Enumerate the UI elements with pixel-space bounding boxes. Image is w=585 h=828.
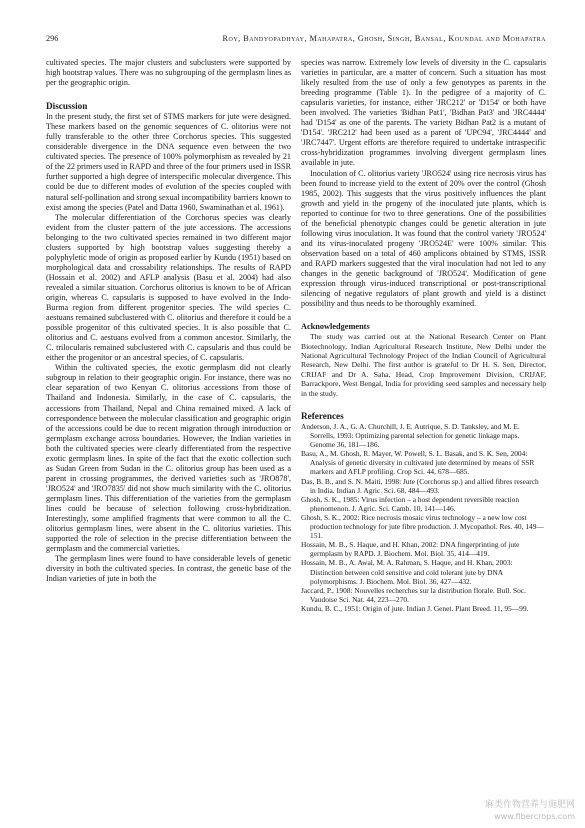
reference-item: Ghosh, S. K., 2002: Rice necrosis mosaic virus technology – a new low cost production technology for jute fibre production. J. Mycopathol. Res. 40, 149—151. [301,512,544,541]
reference-item: Jaccard, P., 1908: Nouvelles recherches sur la distribution florale. Bull. Soc. Vaudoise Sci. Nat. 44, 223—270. [301,585,526,604]
acknowledgements-heading: Acknowledgements [301,322,370,332]
reference-item: Ghosh, S. K., 1985: Virus infection – a host dependent reversible reaction phenomenon. J. Agric. Sci. Camb. 10, 141—146. [301,494,520,513]
discussion-paragraph: In the present study, the first set of STMS markers for jute were designed. These markers based on the genomic sequences of C. olitorius were not fully transferable to the other three Corchorus species. This suggested considerable divergence in the DNA sequence even between the two cultivated species. The presence of 100% polymorphism as revealed by 21 of the 22 primers used in RAPD and three of the four primers used in ISSR further supported a high degree of interspecific molecular divergence. This could be due to different modes of evolution of the species coupled with natural self-pollination and strong sexual incompatibility barriers known to exist among the species (Patel and Datta 1960, Swaminathan et al. 1961). [46,112,291,212]
reference-item: Hossain, M. B., S. Haque, and H. Khan, 2002: DNA fingerprinting of jute germplasm by RAPD. J. Biochem. Mol. Biol. 35, 414—419. [301,540,520,559]
running-head-authors: Roy, Bandyopadhyay, Mahapatra, Ghosh, Singh, Bansal, Koundal and Mohapatra [222,34,546,43]
discussion-paragraph: species was narrow. Extremely low levels of diversity in the C. capsularis varieties in particular, are a matter of concern. Such a situation has most likely resulted from the use of only a few genotypes as parents in the breeding programme (Table 1). In the pedigree of a majority of C. capsularis varieties, for instance, either 'JRC212' or 'D154' or both have been involved. The varieties 'Bidhan Pat1', 'Bidhan Pat3' and 'JRC4444' had 'D154' as one of the parents. The variety Bidhan Pat2 is a mutant of 'D154'. 'JRC212' had been used as a parent of 'UPC94', 'JRC4444' and 'JRC7447'. Urgent efforts are therefore required to undertake intraspecific cross-hybridization programmes involving divergent germplasm lines available in jute. [301,58,546,168]
running-head [46,33,546,45]
discussion-paragraph: Within the cultivated species, the exotic germplasm did not clearly subgroup in relation to their geographic origin. For instance, there was no clear separation of two Kenyan C. olitorius accessions from those of Thailand and Indonesia. Similarly, in the case of C. capsularis, the accessions from Thailand, Nepal and China remained mixed. A lack of correspondence between the molecular classification and geographic origin of the accessions could be due to recent migration through introduction or germplasm exchange across boundaries. However, the Indian varieties in both the cultivated species were clearly differentiated from the respective exotic germplasm lines. In spite of the fact that the exotic collection such as Sudan Green from Sudan in the C. olitorius group has been used as a parent in crossing programmes, the derived varieties such as 'JRO878', 'JRO524' and 'JRO7835' did not show much similarity with the C. olitorius germplasm lines. This differentiation of the varieties from the germplasm lines could be because of selection following cross-hybridization. Interestingly, some amplified fragments that were common to all the C. olitorius germplasm lines, were absent in the C. olitorius varieties. This supported the role of selection in the precise differentiation between the germplasm and the commercial varieties. [46,363,291,554]
reference-item: Hossain, M. B., A. Awal, M. A. Rahman, S. Haque, and H. Khan, 2003: Distinction between cold sensitive and cold tolerant jute by DNA polymorphisms. J. Biochem. Mol. Biol. 36, 427—432. [301,558,513,586]
watermark-title: 麻类作物营养与施肥网 [484,800,575,810]
results-continuation-paragraph: cultivated species. The major clusters and subclusters were supported by high bootstrap values. There was no subgrouping of the germplasm lines as per the geographic origin. [46,58,291,88]
acknowledgements-text: The study was carried out at the National Research Center on Plant Biotechnology, Indian Agricultural Research Institute, New Delhi under the National Agricultural Technology Project of the Indian Council of Agricultural Research, New Delhi. The first author is grateful to Dr H. S. Sen, Director, CRIJAF and Dr A. Saha, Head, Crop Improvement Division, CRIJAF, Barrackpore, West Bengal, India for providing seed samples and necessary help in the study. [301,332,546,398]
watermark [485,800,575,822]
reference-item: Das, B. B., and S. N. Maiti, 1998: Jute (Corchorus sp.) and allied fibres research in India. Indian J. Agric. Sci. 68, 484—493. [301,476,539,495]
page-number: 296 [46,34,59,43]
discussion-paragraph: Inoculation of C. olitorius variety 'JRO524' using rice necrosis virus has been found to increase yield to the extent of 20% over the control (Ghosh 1985, 2002). This suggests that the virus positively influences the plant growth and yield in the progeny of the inoculated jute plants, which is reported to continue for two to three generations. One of the possibilities of the beneficial phenotypic changes could be genetic alteration in jute following virus inoculation. It was found that the control variety 'JRO524' and its virus-inoculated progeny 'JRO524E' were 100% similar. This observation based on a total of 460 amplicons obtained by STMS, ISSR and RAPD markers suggested that the viral inoculation had not led to any changes in the genetic background of 'JRO524'. Modification of gene expression through virus-induced transcriptional or post-transcriptional silencing of negative regulators of plant growth and yield is a distinct possibility and thus needs to be thoroughly examined. [301,168,546,309]
left-column [46,58,291,584]
discussion-heading: Discussion [46,101,88,112]
reference-item: Basu, A., M. Ghosh, R. Mayer, W. Powell, S. L. Basak, and S. K. Sen, 2004: Analysis of genetic diversity in cultivated jute determined by means of SSR markers and AFLP profiling. Crop Sci. 44, 678—685. [301,449,535,477]
discussion-paragraph: The molecular differentiation of the Corchorus species was clearly evident from the cluster pattern of the jute accessions. The accessions belonging to the two cultivated species remained in two different major clusters supported by high bootstrap values suggesting thereby a polyphyletic mode of origin as proposed earlier by Kundu (1951) based on morphological data and crossability relationships. The results of RAPD (Hossain et al. 2002) and AFLP analysis (Basu et al. 2004) had also revealed a similar situation. Corchorus olitorius is known to be of African origin, whereas C. capsularis is supposed to have evolved in the Indo-Burma region from different progenitor species. The wild species C. aestuans remained subclustered with C. olitorius and therefore it could be a possible progenitor of this cultivated species. It is also possible that C. olitorius and C. aestuans evolved from a common ancestor. Similarly, the C. trilocularis remained subclustered with C. capsularis and thus could be either the progenitor or an ancestral species, of C. capsularis. [46,212,291,363]
references-heading: References [301,411,344,422]
right-column [301,58,546,613]
reference-item: Kundu, B. C., 1951: Origin of jute. Indian J. Genet. Plant Breed. 11, 95—99. [301,603,529,613]
discussion-paragraph: The germplasm lines were found to have considerable levels of genetic diversity in both the cultivated species. In contrast, the genetic base of the Indian varieties of jute in both the [46,554,291,584]
watermark-url: www.fibercrops.com [494,812,575,821]
reference-item: Anderson, J. A., G. A. Churchill, J. E. Autrique, S. D. Tanksley, and M. E. Sorrells, 1993: Optimizing parental selection for genetic linkage maps. Genome 36, 181—186. [301,422,520,450]
reference-list [301,422,546,613]
